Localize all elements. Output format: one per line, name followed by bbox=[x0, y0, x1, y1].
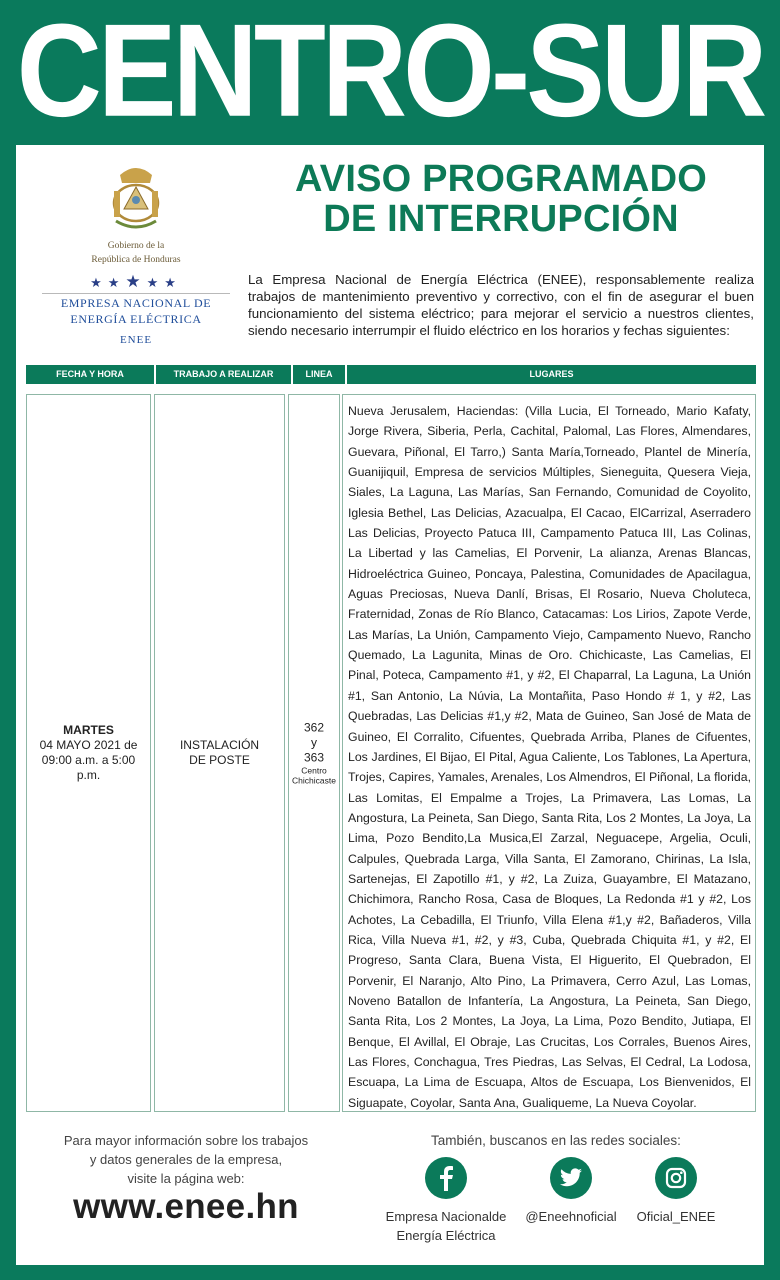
company-name-line-1: EMPRESA NACIONAL DE bbox=[60, 296, 212, 310]
stars-icon: ★★★★★ bbox=[90, 272, 182, 291]
header-lugares: LUGARES bbox=[529, 369, 574, 379]
cell-linea bbox=[288, 394, 340, 1112]
row-line-b: 363 bbox=[303, 750, 325, 765]
intro-paragraph: La Empresa Nacional de Energía Eléctrica (ENEE), responsablemente realiza trabajos de mantenimiento preventivo y correctivo, con el fin de asegurar el buen funcionamiento del sistema eléctrico; para mejorar el servicio a nuestros clientes, siendo necesario interrumpir el fluido eléctrico en los horarios y fechas siguientes: bbox=[248, 272, 754, 338]
honduras-coat-of-arms-icon bbox=[106, 163, 166, 233]
row-places: Nueva Jerusalem, Haciendas: (Villa Lucia, El Torneado, Mario Kafaty, Jorge Rivera, Siberia, Perla, Cachital, Palomal, Las Flores, Almendares, Guevara, Piñonal, El Tarro,) Santa María,Torneado, Plantel de Minería, Guanijiquil, Empresa de servicios Múltiples, Sieneguita, Quesera Vieja, Siales, La Laguna, Las Marías, San Fernando, Comunidad de Coyolito, Iglesia Bethel, Las Delicias, Azacualpa, El Cacao, ElCarrizal, Aserradero Las Delicias, Proyecto Patuca III, Campamento Patuca III, Las Colinas, La Libertad y las Camelias, El Porvenir, La alianza, Arenas Blancas, Hidroeléctrica Guineo, Poncaya, Palestina, Comunidades de Apacilagua, Aguas Preciosas, Nueva Danlí, Brisas, El Rosario, Nueva Choluteca, Fraternidad, Zonas de Río Blanco, Catacamas: Los Lirios, Zapote Verde, Las Marías, La Unión, Campamento Viejo, Campamento Nuevo, Rancho Quemado, La Lagunita, Minas de Oro. Chichicaste, Las Camelias, El Pinal, Poteca, Campamento #1, y #2, El Chaparral, La Laguna, La Unión #1, San Antonio, La Núvia, La Montañita, Paso Hondo # 1, y #2, Las Quebradas, Las Delicias #1,y #2, Mata de Guineo, San José de Mata de Guineo, El Corralito, Cifuentes, Quebrada Arriba, Planes de Cifuentes, Los Jardines, El Bijao, El Pital, Agua Caliente, Los Tablones, La Apertura, Trojes, Capires, Yamales, Arenales, Los Almendros, El Piñonal, La florida, Las Lomitas, El Empalme a Trojes, La Primavera, Las Lomas, La Angostura, La Peineta, San Diego, Santa Rita, Los 2 Montes, La Joya, La Lima, Pozo Bendito,La Musica,El Zarzal, Neguacepe, Argelia, Oculi, Calpules, Quebrada Larga, Villa Santa, El Zamorano, Chirinas, La Isla, Sartenejas, El Zapotillo #1, y #2, La Zuiza, Guayambre, El Matazano, Chichimora, Rancho Rosa, Casa de Bloques, La Redonda #1 y #2, Los Achotes, La Cebadilla, El Triunfo, Villa Elena #1,y #2, Bañaderos, Villa Rica, Villa Nueva #1, #2, y #3, Cuba, Quebrada Chiquita #1, y #2, El Progreso, Santa Clara, Buena Vista, El Higuerito, El Quebradon, El Porvenir, El Naranjo, Alto Pino, La Primavera, Cerro Azul, Las Lomas, Noveno Batallon de Infantería, La Angostura, La Peineta, San Diego, Santa Rita, Los 2 Montes, La Joya, La Lima, Pozo Bendito, Jutiapa, El Benque, El Avillal, El Obraje, Las Crucitas, Los Corrales, Buenos Aires, Las Flores, Conchagua, Tres Piedras, Las Selvas, El Cedral, La Lodosa, Escuapa, La Lima de Escuapa, Altos de Escuapa, Los Bienvenidos, El Siguapate, Coyolar, Santa Ana, Gualiqueme, La Nueva Coyolar. bbox=[348, 404, 751, 1110]
government-line-2: República de Honduras bbox=[91, 255, 181, 265]
table-row bbox=[26, 394, 756, 1112]
header-linea: LINEA bbox=[293, 365, 347, 384]
cell-fecha bbox=[26, 394, 151, 1112]
social-title: También, buscanos en las redes sociales: bbox=[431, 1133, 681, 1148]
instagram-icon bbox=[655, 1157, 697, 1199]
cell-lugares bbox=[342, 394, 756, 1112]
header-fecha: FECHA Y HORA bbox=[26, 365, 156, 384]
info-text bbox=[46, 1131, 326, 1188]
info-line-1: Para mayor información sobre los trabajos bbox=[63, 1133, 309, 1148]
row-line-a: 362 bbox=[303, 720, 325, 735]
government-line-1: Gobierno de la bbox=[107, 241, 165, 251]
notice-title-line-2: DE INTERRUPCIÓN bbox=[323, 198, 679, 240]
instagram-link[interactable] bbox=[626, 1157, 726, 1226]
banner-title: CENTRO-SUR bbox=[16, 0, 764, 145]
facebook-link[interactable] bbox=[376, 1157, 516, 1245]
content-panel bbox=[16, 145, 764, 1265]
website-link[interactable]: www.enee.hn bbox=[73, 1187, 299, 1226]
row-work: INSTALACIÓN DE POSTE bbox=[179, 738, 260, 767]
facebook-icon bbox=[425, 1157, 467, 1199]
facebook-line-1: Empresa Nacionalde bbox=[385, 1209, 507, 1224]
row-date: 04 MAYO 2021 de 09:00 a.m. a 5:00 p.m. bbox=[39, 738, 138, 782]
company-name-line-2: ENERGÍA ELÉCTRICA bbox=[70, 312, 202, 326]
row-line-y: y bbox=[311, 735, 317, 750]
notice-title-line-1: AVISO PROGRAMADO bbox=[294, 158, 708, 200]
row-line-note: Centro Chichicaste bbox=[292, 765, 336, 786]
divider bbox=[42, 293, 230, 294]
twitter-handle: @Eneehnoficial bbox=[525, 1209, 617, 1224]
row-day: MARTES bbox=[63, 723, 114, 737]
info-line-3: visite la página web: bbox=[127, 1171, 245, 1186]
instagram-handle: Oficial_ENEE bbox=[636, 1209, 716, 1224]
info-line-2: y datos generales de la empresa, bbox=[89, 1152, 283, 1167]
enee-logo-block bbox=[36, 163, 236, 346]
header-trabajo: TRABAJO A REALIZAR bbox=[156, 365, 293, 384]
twitter-link[interactable] bbox=[516, 1157, 626, 1226]
table-header bbox=[26, 365, 756, 384]
cell-trabajo bbox=[154, 394, 285, 1112]
notice-title bbox=[241, 159, 761, 239]
twitter-icon bbox=[550, 1157, 592, 1199]
facebook-line-2: Energía Eléctrica bbox=[396, 1228, 496, 1243]
company-abbreviation: ENEE bbox=[119, 334, 153, 346]
